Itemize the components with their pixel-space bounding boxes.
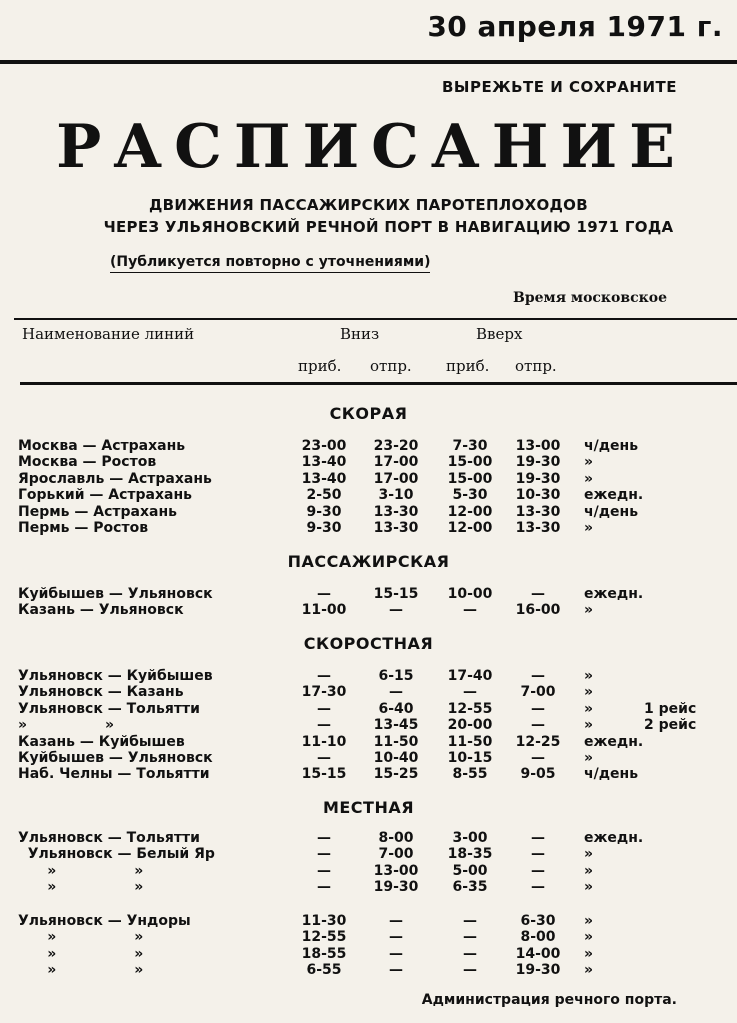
up-arrival: —	[463, 602, 477, 619]
down-departure: 17-00	[373, 454, 419, 471]
top-rule	[0, 60, 737, 64]
up-departure: 14-00	[515, 945, 561, 962]
schedule-row	[0, 750, 737, 767]
frequency: ежедн.	[584, 487, 644, 504]
col-header-up: Вверх	[476, 325, 523, 343]
down-departure: 11-50	[373, 733, 419, 750]
line-name: Горький — Астрахань	[18, 487, 193, 504]
down-departure: 15-15	[373, 586, 419, 602]
down-arrival: 15-15	[301, 766, 347, 783]
up-departure: —	[531, 586, 545, 602]
down-arrival: —	[317, 586, 331, 602]
section-title: СКОРОСТНАЯ	[303, 634, 434, 653]
line-name: Наб. Челны — Тольятти	[18, 766, 210, 783]
down-arrival: —	[317, 830, 331, 846]
down-departure: 17-00	[373, 470, 419, 487]
trip-note: 2 рейс	[644, 717, 697, 734]
line-name: Казань — Куйбышев	[18, 733, 185, 750]
frequency: »	[584, 700, 594, 717]
up-departure: —	[531, 862, 545, 879]
up-departure: 6-30	[520, 913, 556, 929]
line-name: Ульяновск — Ундоры	[18, 913, 191, 929]
frequency: »	[584, 750, 594, 766]
down-departure: 23-20	[373, 438, 419, 454]
up-arrival: —	[463, 913, 477, 929]
line-name: Пермь — Астрахань	[18, 503, 177, 520]
line-name: Ярославль — Астрахань	[18, 470, 212, 487]
up-departure: 12-25	[515, 733, 561, 750]
schedule-row	[0, 520, 737, 537]
time-zone-note: Время московское	[513, 290, 667, 306]
up-arrival: 12-00	[447, 520, 493, 536]
down-arrival: 13-40	[301, 454, 347, 471]
schedule-row	[0, 879, 737, 896]
up-arrival: 6-35	[452, 879, 488, 896]
col-header-up-dep: отпр.	[515, 357, 557, 375]
down-arrival: —	[317, 750, 331, 766]
up-arrival: —	[463, 684, 477, 701]
line-name: Ульяновск — Тольятти	[18, 700, 200, 717]
down-departure: 13-45	[373, 717, 419, 734]
frequency: »	[584, 454, 594, 471]
down-arrival: 9-30	[306, 520, 342, 536]
down-departure: —	[389, 929, 403, 946]
frequency: »	[584, 913, 594, 929]
schedule-row	[0, 504, 737, 521]
down-departure: 7-00	[378, 846, 414, 863]
frequency: »	[584, 945, 594, 962]
section-title: ПАССАЖИРСКАЯ	[287, 552, 450, 571]
up-arrival: 15-00	[447, 470, 493, 487]
down-departure: 10-40	[373, 750, 419, 766]
up-arrival: 10-00	[447, 586, 493, 602]
footer-signature: Администрация речного порта.	[421, 992, 677, 1008]
schedule-row	[0, 946, 737, 963]
cut-note: ВЫРЕЖЬТЕ И СОХРАНИТЕ	[442, 78, 677, 96]
frequency: »	[584, 470, 594, 487]
up-departure: 13-00	[515, 438, 561, 454]
down-departure: 8-00	[378, 830, 414, 846]
down-departure: —	[389, 962, 403, 979]
line-name: Москва — Ростов	[18, 454, 157, 471]
line-name: Ульяновск — Тольятти	[18, 830, 200, 846]
up-arrival: 12-55	[447, 700, 493, 717]
up-departure: 8-00	[520, 929, 556, 946]
down-departure: 13-00	[373, 862, 419, 879]
up-departure: 13-30	[515, 503, 561, 520]
up-arrival: 3-00	[452, 830, 488, 846]
section-title: МЕСТНАЯ	[322, 798, 415, 817]
schedule-row	[0, 913, 737, 930]
line-name: Москва — Астрахань	[18, 438, 186, 454]
down-arrival: 11-30	[301, 913, 347, 929]
col-header-down: Вниз	[340, 325, 380, 343]
up-arrival: 7-30	[452, 438, 488, 454]
down-departure: —	[389, 684, 403, 701]
down-departure: 6-15	[378, 668, 414, 684]
up-arrival: —	[463, 945, 477, 962]
down-arrival: 2-50	[306, 487, 342, 504]
line-name: Ульяновск — Куйбышев	[18, 668, 213, 684]
down-departure: 19-30	[373, 879, 419, 896]
frequency: ч/день	[584, 766, 639, 783]
line-name: Куйбышев — Ульяновск	[18, 750, 213, 766]
down-arrival: 11-10	[301, 733, 347, 750]
down-departure: 15-25	[373, 766, 419, 783]
frequency: »	[584, 717, 594, 734]
up-arrival: 10-15	[447, 750, 493, 766]
up-departure: —	[531, 846, 545, 863]
down-departure: —	[389, 913, 403, 929]
down-arrival: 9-30	[306, 503, 342, 520]
up-departure: 16-00	[515, 602, 561, 619]
col-header-up-arr: приб.	[446, 357, 490, 375]
down-arrival: 13-40	[301, 470, 347, 487]
up-departure: 19-30	[515, 962, 561, 979]
down-arrival: 12-55	[301, 929, 347, 946]
frequency: ч/день	[584, 503, 639, 520]
up-departure: 9-05	[520, 766, 556, 783]
header-rule-top	[14, 318, 737, 320]
line-name: Ульяновск — Казань	[18, 684, 184, 701]
up-departure: —	[531, 750, 545, 766]
up-arrival: —	[463, 962, 477, 979]
down-arrival: 11-00	[301, 602, 347, 619]
schedule-row	[0, 830, 737, 847]
frequency: »	[584, 879, 594, 896]
up-arrival: 8-55	[452, 766, 488, 783]
schedule-row	[0, 962, 737, 979]
up-departure: 19-30	[515, 454, 561, 471]
up-arrival: —	[463, 929, 477, 946]
line-name: » »	[18, 879, 144, 896]
down-arrival: —	[317, 862, 331, 879]
down-arrival: 6-55	[306, 962, 342, 979]
col-header-down-dep: отпр.	[370, 357, 412, 375]
up-departure: 19-30	[515, 470, 561, 487]
up-departure: —	[531, 668, 545, 684]
schedule-row	[0, 734, 737, 751]
frequency: »	[584, 668, 594, 684]
schedule-row	[0, 438, 737, 455]
republish-note: (Публикуется повторно с уточнениями)	[110, 254, 430, 273]
trip-note: 1 рейс	[644, 700, 697, 717]
schedule-row	[0, 929, 737, 946]
line-name: » »	[18, 929, 144, 946]
schedule-row	[0, 846, 737, 863]
schedule-row	[0, 471, 737, 488]
line-name: » »	[18, 945, 144, 962]
down-arrival: —	[317, 700, 331, 717]
frequency: »	[584, 846, 594, 863]
up-arrival: 18-35	[447, 846, 493, 863]
down-arrival: —	[317, 879, 331, 896]
schedule-row	[0, 602, 737, 619]
up-departure: —	[531, 830, 545, 846]
col-header-down-arr: приб.	[298, 357, 342, 375]
frequency: ежедн.	[584, 830, 644, 846]
up-departure: 7-00	[520, 684, 556, 701]
down-arrival: —	[317, 846, 331, 863]
frequency: »	[584, 962, 594, 979]
down-departure: 3-10	[378, 487, 414, 504]
page-title: РАСПИСАНИЕ	[56, 112, 687, 182]
up-arrival: 17-40	[447, 668, 493, 684]
down-arrival: 17-30	[301, 684, 347, 701]
schedule-row	[0, 863, 737, 880]
up-arrival: 5-30	[452, 487, 488, 504]
up-arrival: 20-00	[447, 717, 493, 734]
schedule-row	[0, 454, 737, 471]
up-departure: 13-30	[515, 520, 561, 536]
line-name: » »	[18, 717, 115, 734]
up-departure: —	[531, 879, 545, 896]
down-arrival: 23-00	[301, 438, 347, 454]
line-name: Ульяновск — Белый Яр	[18, 846, 215, 863]
up-arrival: 12-00	[447, 503, 493, 520]
up-departure: —	[531, 717, 545, 734]
down-departure: 13-30	[373, 520, 419, 536]
frequency: »	[584, 862, 594, 879]
line-name: » »	[18, 862, 144, 879]
subtitle-1: ДВИЖЕНИЯ ПАССАЖИРСКИХ ПАРОТЕПЛОХОДОВ	[149, 196, 588, 214]
subtitle-2: ЧЕРЕЗ УЛЬЯНОВСКИЙ РЕЧНОЙ ПОРТ В НАВИГАЦИЮ 1971 ГОДА	[103, 218, 674, 236]
schedule-row	[0, 766, 737, 783]
schedule-row	[0, 717, 737, 734]
line-name: Пермь — Ростов	[18, 520, 149, 536]
line-name: Куйбышев — Ульяновск	[18, 586, 213, 602]
frequency: »	[584, 929, 594, 946]
schedule-row	[0, 701, 737, 718]
down-arrival: —	[317, 717, 331, 734]
frequency: »	[584, 520, 594, 536]
schedule-row	[0, 668, 737, 685]
col-header-name: Наименование линий	[22, 325, 195, 343]
down-departure: —	[389, 945, 403, 962]
frequency: ч/день	[584, 438, 639, 454]
frequency: »	[584, 602, 594, 619]
schedule-row	[0, 487, 737, 504]
section-title: СКОРАЯ	[329, 404, 408, 423]
down-arrival: —	[317, 668, 331, 684]
frequency: ежедн.	[584, 733, 644, 750]
up-departure: 10-30	[515, 487, 561, 504]
up-arrival: 15-00	[447, 454, 493, 471]
up-arrival: 11-50	[447, 733, 493, 750]
down-arrival: 18-55	[301, 945, 347, 962]
schedule-row	[0, 684, 737, 701]
down-departure: 6-40	[378, 700, 414, 717]
up-departure: —	[531, 700, 545, 717]
down-departure: —	[389, 602, 403, 619]
issue-date: 30 апреля 1971 г.	[427, 10, 723, 43]
down-departure: 13-30	[373, 503, 419, 520]
line-name: Казань — Ульяновск	[18, 602, 184, 619]
frequency: »	[584, 684, 594, 701]
frequency: ежедн.	[584, 586, 644, 602]
line-name: » »	[18, 962, 144, 979]
up-arrival: 5-00	[452, 862, 488, 879]
schedule-row	[0, 586, 737, 603]
header-rule-bottom	[20, 382, 737, 385]
